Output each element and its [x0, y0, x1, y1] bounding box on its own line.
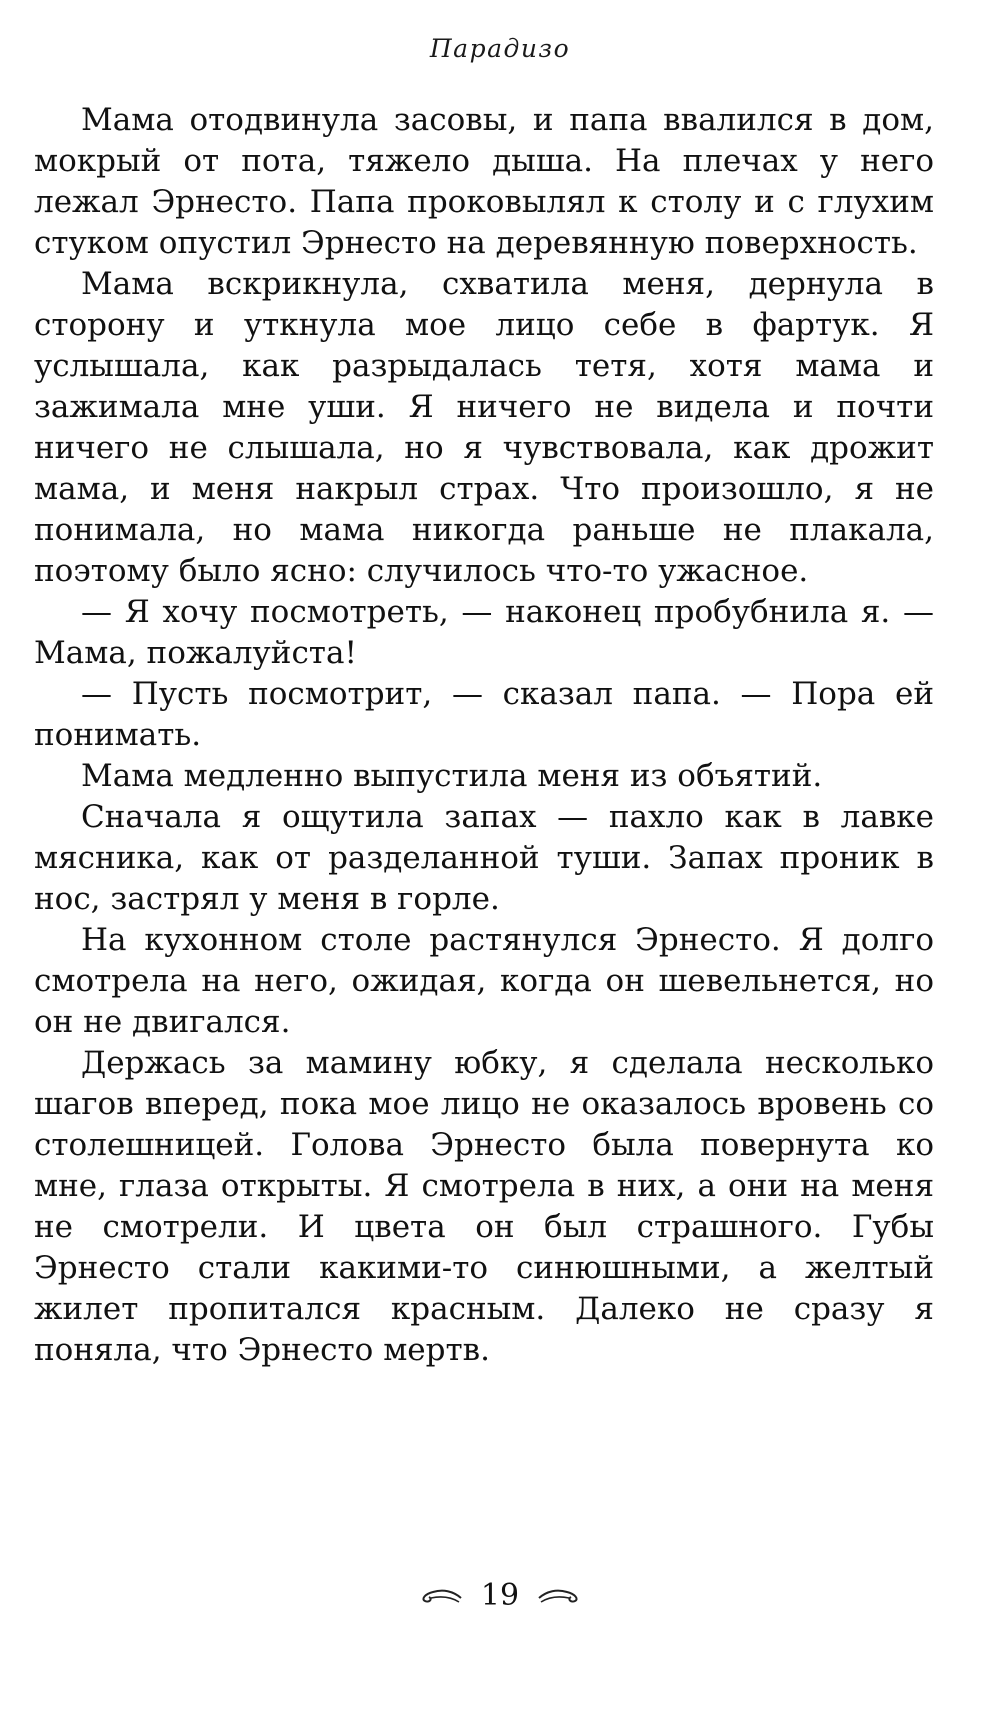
swirl-ornament-left-icon — [417, 1585, 463, 1607]
paragraph: — Пусть посмотрит, — сказал папа. — Пора ей понимать. — [34, 676, 934, 753]
paragraph: Мама отодвинула засовы, и папа ввалился в дом, мокрый от пота, тяжело дыша. На плечах у него лежал Эрнесто. Папа проковылял к столу и с глухим стуком опустил Эрнесто на деревянную поверхность. — [34, 102, 934, 261]
paragraph: Держась за мамину юбку, я сделала несколько шагов вперед, пока мое лицо не оказалось вровень со столешницей. Голова Эрнесто была повернута ко мне, глаза открыты. Я смотрела в них, а они на меня не смотрели. И цвета он был страшного. Губы Эрнесто стали какими-то синюшными, а желтый жилет пропитался красным. Далеко не сразу я поняла, что Эрнесто мертв. — [34, 1045, 934, 1368]
paragraph: — Я хочу посмотреть, — наконец пробубнила я. — Мама, пожалуйста! — [34, 594, 934, 671]
page-footer — [0, 1578, 1000, 1613]
body-text — [34, 100, 934, 1371]
paragraph: Сначала я ощутила запах — пахло как в лавке мясника, как от разделанной туши. Запах проник в нос, застрял у меня в горле. — [34, 799, 934, 917]
paragraph: Мама вскрикнула, схватила меня, дернула в сторону и уткнула мое лицо себе в фартук. Я услышала, как разрыдалась тетя, хотя мама и зажимала мне уши. Я ничего не видела и почти ничего не слышала, но я чувствовала, как дрожит мама, и меня накрыл страх. Что произошло, я не понимала, но мама никогда раньше не плакала, поэтому было ясно: случилось что-то ужасное. — [34, 266, 934, 589]
swirl-ornament-right-icon — [537, 1585, 583, 1607]
page-number: 19 — [480, 1578, 520, 1613]
paragraph: Мама медленно выпустила меня из объятий. — [81, 758, 823, 794]
paragraph: На кухонном столе растянулся Эрнесто. Я долго смотрела на него, ожидая, когда он шевельнется, но он не двигался. — [34, 922, 934, 1040]
running-title: Парадизо — [429, 34, 571, 63]
